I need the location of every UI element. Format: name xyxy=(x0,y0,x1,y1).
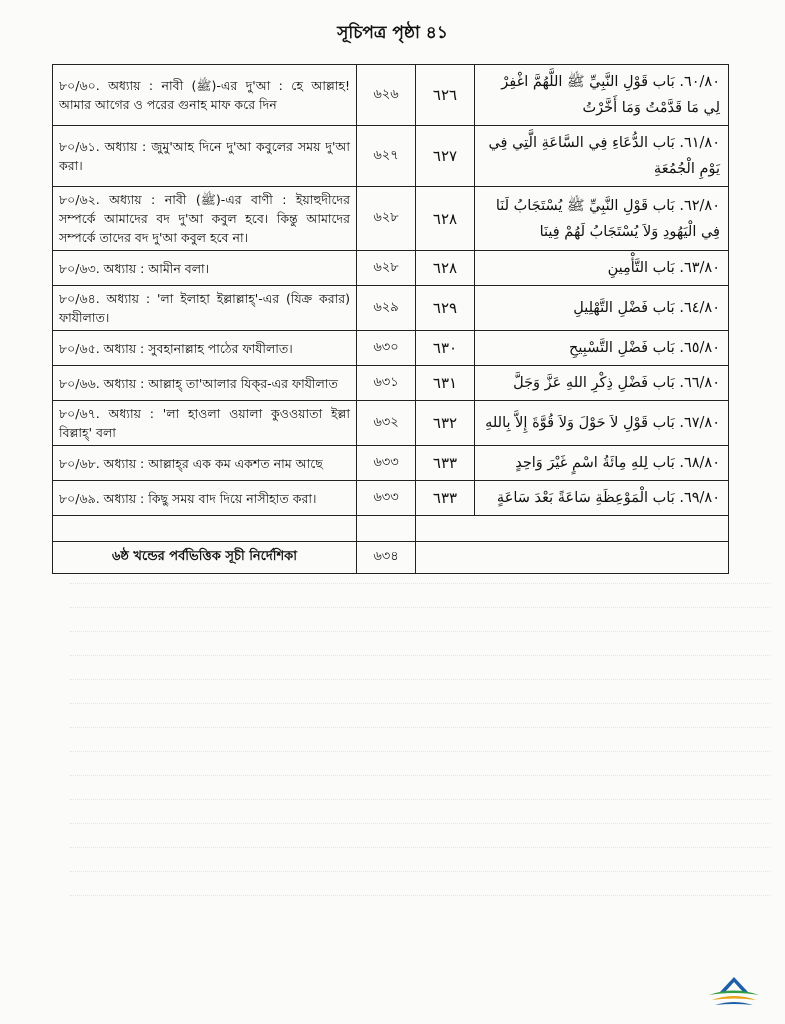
bengali-chapter-title: ৮০/৬২. অধ্যায় : নাবী (ﷺ)-এর বাণী : ইয়াহুদীদের সম্পর্কে আমাদের বদ দু'আ কবুল হবে। কিন্তু আমাদের সম্পর্কে তাদের বদ দু'আ কবুল হবে না। xyxy=(53,187,357,251)
bengali-page-number: ৬২৬ xyxy=(357,65,416,126)
index-table-body xyxy=(53,65,729,574)
bengali-chapter-title: ৮০/৬০. অধ্যায় : নাবী (ﷺ)-এর দু'আ : হে আল্লাহ! আমার আগের ও পরের গুনাহ মাফ করে দিন xyxy=(53,65,357,126)
index-table xyxy=(52,64,729,574)
blank-cell xyxy=(53,516,357,542)
table-row xyxy=(53,251,729,286)
table-row xyxy=(53,366,729,401)
table-row xyxy=(53,481,729,516)
arabic-chapter-title: ٦٢/٨٠. بَاب قَوْلِ النَّبِيِّ ﷺ يُسْتَجَابُ لَنَا فِي الْيَهُودِ وَلاَ يُسْتَجَابُ لَهُمْ فِينَا xyxy=(475,187,729,251)
bengali-chapter-title: ৮০/৬৪. অধ্যায় : 'লা ইলাহা ইল্লাল্লাহ্'-এর (যিক্র করার) ফাযীলাত। xyxy=(53,286,357,331)
bengali-chapter-title: ৮০/৬১. অধ্যায় : জুমু'আহ দিনে দু'আ কবুলের সময় দু'আ করা। xyxy=(53,126,357,187)
bengali-chapter-title: ৮০/৬৩. অধ্যায় : আমীন বলা। xyxy=(53,251,357,286)
arabic-page-number: ٦٣١ xyxy=(416,366,475,401)
arabic-page-number: ٦٣٣ xyxy=(416,446,475,481)
bengali-page-number: ৬২৯ xyxy=(357,286,416,331)
bengali-page-number: ৬৩১ xyxy=(357,366,416,401)
bengali-chapter-title: ৮০/৬৯. অধ্যায় : কিছু সময় বাদ দিয়ে নাসীহাত করা। xyxy=(53,481,357,516)
arabic-page-number: ٦٢٨ xyxy=(416,251,475,286)
bengali-page-number: ৬৩০ xyxy=(357,331,416,366)
arabic-chapter-title: ٦٨/٨٠. بَاب لِلهِ مِائَةُ اسْمٍ غَيْرَ وَاحِدٍ xyxy=(475,446,729,481)
arabic-chapter-title: ٦٩/٨٠. بَاب الْمَوْعِظَةِ سَاعَةً بَعْدَ سَاعَةٍ xyxy=(475,481,729,516)
arabic-chapter-title: ٦٠/٨٠. بَاب قَوْلِ النَّبِيِّ ﷺ اللَّهُمَّ اغْفِرْ لِي مَا قَدَّمْتُ وَمَا أَخَّرْتُ xyxy=(475,65,729,126)
arabic-page-number: ٦٢٦ xyxy=(416,65,475,126)
table-row xyxy=(53,446,729,481)
arabic-page-number: ٦٢٨ xyxy=(416,187,475,251)
table-row xyxy=(53,126,729,187)
table-row xyxy=(53,331,729,366)
summary-page-number: ৬৩৪ xyxy=(357,542,416,574)
bengali-page-number: ৬৩৩ xyxy=(357,446,416,481)
blank-cell xyxy=(416,516,729,542)
table-row xyxy=(53,401,729,446)
arabic-chapter-title: ٦١/٨٠. بَاب الدُّعَاءِ فِي السَّاعَةِ الَّتِي فِي يَوْمِ الْجُمُعَةِ xyxy=(475,126,729,187)
blank-row xyxy=(53,516,729,542)
bengali-chapter-title: ৮০/৬৮. অধ্যায় : আল্লাহ্‌র এক কম একশত নাম আছে xyxy=(53,446,357,481)
arabic-chapter-title: ٦٥/٨٠. بَاب فَضْلِ التَّسْبِيحِ xyxy=(475,331,729,366)
arabic-page-number: ٦٣٣ xyxy=(416,481,475,516)
bengali-page-number: ৬২৮ xyxy=(357,251,416,286)
arabic-page-number: ٦٣٢ xyxy=(416,401,475,446)
arabic-chapter-title: ٦٦/٨٠. بَاب فَضْلِ ذِكْرِ اللهِ عَزَّ وَجَلَّ xyxy=(475,366,729,401)
bengali-page-number: ৬৩২ xyxy=(357,401,416,446)
arabic-page-number: ٦٣٠ xyxy=(416,331,475,366)
arabic-chapter-title: ٦٧/٨٠. بَاب قَوْلِ لاَ حَوْلَ وَلاَ قُوَّةَ إِلاَّ بِاللهِ xyxy=(475,401,729,446)
summary-label: ৬ষ্ঠ খন্ডের পর্বভিত্তিক সূচী নির্দেশিকা xyxy=(53,542,357,574)
table-row xyxy=(53,286,729,331)
bengali-page-number: ৬২৮ xyxy=(357,187,416,251)
bengali-chapter-title: ৮০/৬৫. অধ্যায় : সুবহানাল্লাহ পাঠের ফাযীলাত। xyxy=(53,331,357,366)
bengali-page-number: ৬৩৩ xyxy=(357,481,416,516)
bleed-through-background xyxy=(70,560,770,896)
blank-cell xyxy=(357,516,416,542)
publisher-logo-icon xyxy=(704,968,764,1012)
arabic-page-number: ٦٢٧ xyxy=(416,126,475,187)
arabic-chapter-title: ٦٣/٨٠. بَاب التَّأْمِينِ xyxy=(475,251,729,286)
arabic-page-number: ٦٢٩ xyxy=(416,286,475,331)
table-row xyxy=(53,65,729,126)
page-title: সূচিপত্র পৃষ্ঠা ৪১ xyxy=(337,23,448,43)
bengali-chapter-title: ৮০/৬৭. অধ্যায় : 'লা হাওলা ওয়ালা কুওওয়াতা ইল্লা বিল্লাহ্' বলা xyxy=(53,401,357,446)
bengali-chapter-title: ৮০/৬৬. অধ্যায় : আল্লাহ্ তা'আলার যিক্‌র-এর ফাযীলাত xyxy=(53,366,357,401)
bengali-page-number: ৬২৭ xyxy=(357,126,416,187)
table-row xyxy=(53,187,729,251)
arabic-chapter-title: ٦٤/٨٠. بَاب فَضْلِ التَّهْلِيلِ xyxy=(475,286,729,331)
